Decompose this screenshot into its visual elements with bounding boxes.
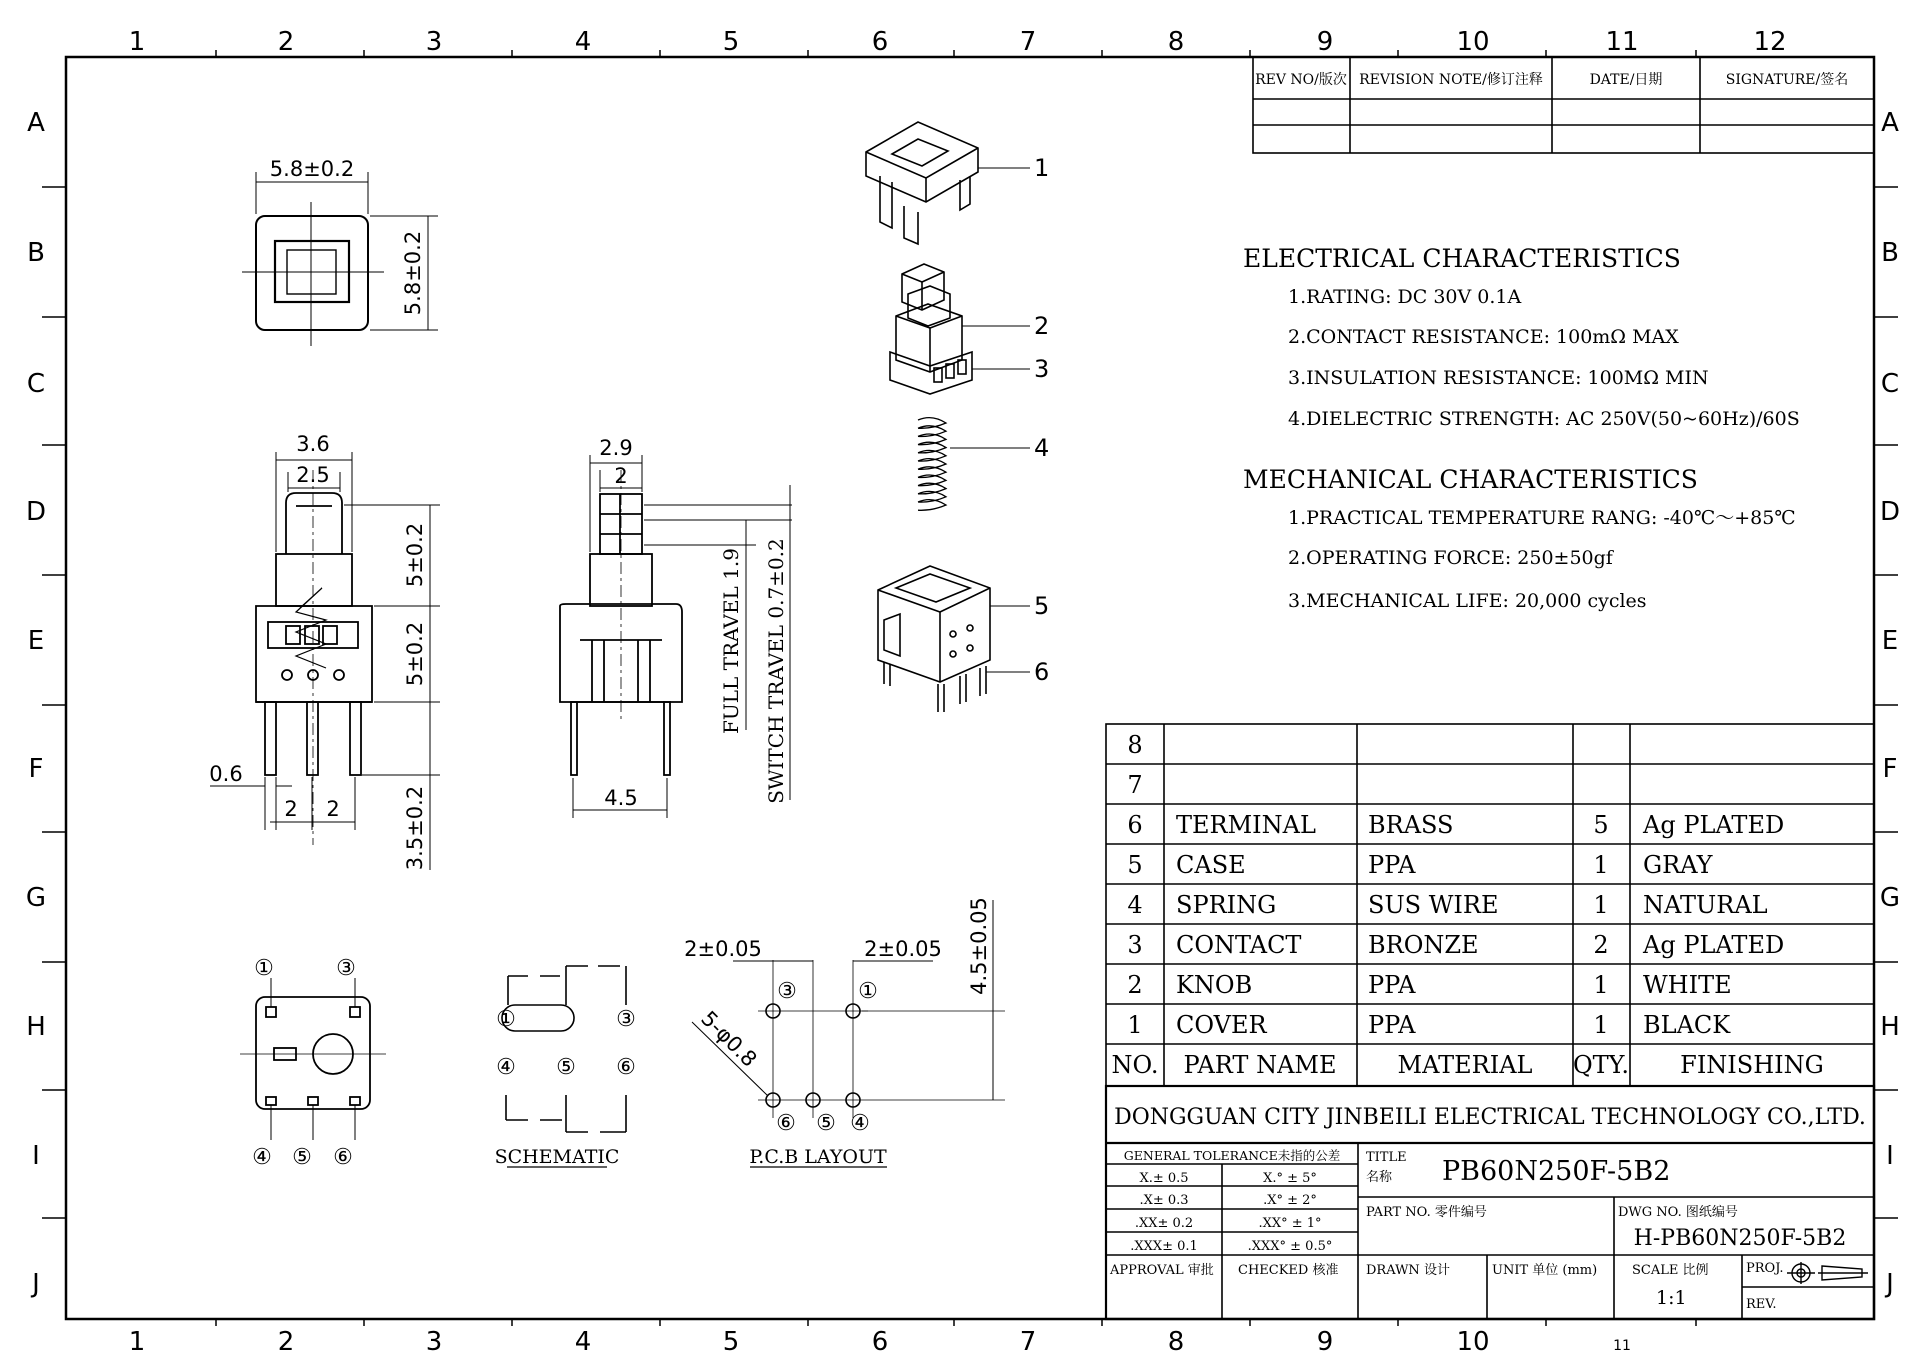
bom-cell-name: KNOB: [1176, 971, 1253, 999]
front-pin-length-dim: 3.5±0.2: [403, 785, 427, 871]
bottom-pin-4: ④: [252, 1145, 272, 1170]
bom-cell-material: PPA: [1368, 851, 1416, 879]
grid-row-label-right: H: [1880, 1012, 1900, 1042]
bom-cell-no: 6: [1127, 811, 1143, 839]
bottom-pin-5: ⑤: [292, 1145, 312, 1170]
bom-cell-material: PPA: [1368, 1011, 1416, 1039]
grid-column-label-bottom: 2: [277, 1327, 295, 1357]
bom-cell-name: COVER: [1176, 1011, 1267, 1039]
bom-cell-qty: 5: [1593, 811, 1609, 839]
bom-header-no: NO.: [1111, 1051, 1159, 1079]
part-no-label: PART NO. 零件编号: [1366, 1205, 1487, 1220]
part-knob: [890, 264, 972, 394]
schematic-pin-4: ④: [496, 1055, 516, 1080]
mechanical-heading: MECHANICAL CHARACTERISTICS: [1243, 465, 1698, 494]
grid-row-label-right: A: [1881, 108, 1899, 138]
electrical-heading: ELECTRICAL CHARACTERISTICS: [1243, 244, 1681, 273]
pcb-height-dim: 4.5±0.05: [967, 897, 991, 995]
bom-cell-name: CONTACT: [1176, 931, 1302, 959]
bom-cell-qty: 1: [1593, 1011, 1609, 1039]
top-height-dim: 5.8±0.2: [401, 230, 425, 316]
grid-column-label-top: 3: [425, 27, 443, 57]
bom-cell-no: 2: [1127, 971, 1143, 999]
bom-cell-finish: NATURAL: [1643, 891, 1768, 919]
bottom-pin-6: ⑥: [333, 1145, 353, 1170]
front-pitch-dim-2: 2: [326, 797, 340, 821]
grid-column-label-bottom: 5: [722, 1327, 740, 1357]
bottom-view-pin-labels: [252, 956, 356, 1170]
bottom-pin-3: ③: [336, 956, 356, 981]
tolerance-angular-2: .XX° ± 1°: [1258, 1216, 1322, 1231]
rev-label: REV.: [1746, 1297, 1777, 1312]
bom-cell-name: TERMINAL: [1176, 811, 1316, 839]
exploded-view: [866, 122, 1030, 712]
switch-travel-dim: SWITCH TRAVEL 0.7±0.2: [764, 538, 788, 804]
bom-cell-no: 5: [1127, 851, 1143, 879]
electrical-item-4: 4.DIELECTRIC STRENGTH: AC 250V(50~60Hz)/60S: [1288, 408, 1800, 430]
part-case: [878, 566, 990, 712]
projection-symbol-icon: [1787, 1262, 1868, 1284]
grid-row-label-right: J: [1886, 1269, 1894, 1299]
mechanical-characteristics: [1243, 465, 1796, 612]
bom-cell-finish: GRAY: [1643, 851, 1713, 879]
schematic-pin-5: ⑤: [556, 1055, 576, 1080]
grid-column-label-bottom: 1: [128, 1327, 146, 1357]
pcb-pin-1: ①: [858, 979, 878, 1004]
pcb-layout-title: P.C.B LAYOUT: [749, 1146, 887, 1168]
bom-header-finishing: FINISHING: [1680, 1051, 1824, 1079]
grid-row-label-right: B: [1881, 238, 1899, 268]
pcb-pin-6: ⑥: [776, 1111, 796, 1136]
bom-cell-finish: Ag PLATED: [1643, 811, 1785, 839]
checked-label: CHECKED 核准: [1238, 1263, 1339, 1278]
drawn-label: DRAWN 设计: [1366, 1263, 1450, 1278]
side-view: [560, 455, 792, 818]
grid-row-label-left: F: [28, 754, 44, 784]
bottom-pin-1: ①: [254, 956, 274, 981]
tolerance-linear-2: .XX± 0.2: [1134, 1216, 1194, 1231]
grid-column-label-bottom: 4: [574, 1327, 592, 1357]
grid-column-label-bottom: 7: [1019, 1327, 1037, 1357]
grid-row-label-right: D: [1879, 497, 1901, 527]
front-pitch-dim-1: 2: [284, 797, 298, 821]
grid-column-label-bottom: 10: [1456, 1327, 1490, 1357]
bom-cell-material: BRONZE: [1368, 931, 1479, 959]
grid-row-label-left: G: [25, 883, 47, 913]
pcb-pin-3: ③: [777, 979, 797, 1004]
exploded-label-5: 5: [1034, 592, 1050, 620]
grid-column-label-bottom: 6: [871, 1327, 889, 1357]
electrical-item-1: 1.RATING: DC 30V 0.1A: [1288, 286, 1522, 308]
proj-label: PROJ.: [1746, 1261, 1784, 1276]
bom-cell-qty: 1: [1593, 851, 1609, 879]
bom-cell-material: PPA: [1368, 971, 1416, 999]
bom-cell-no: 4: [1127, 891, 1143, 919]
front-height-dim-1: 5±0.2: [403, 522, 427, 588]
bom-header-qty: QTY.: [1572, 1051, 1630, 1079]
general-tolerance-label: GENERAL TOLERANCE未指的公差: [1123, 1148, 1341, 1163]
bom-cell-material: SUS WIRE: [1368, 891, 1499, 919]
rev-no-header: REV NO/版次: [1255, 72, 1347, 88]
grid-row-label-right: F: [1882, 754, 1898, 784]
pcb-hole-dim: 5-φ0.8: [696, 1006, 762, 1072]
electrical-item-2: 2.CONTACT RESISTANCE: 100mΩ MAX: [1288, 326, 1679, 348]
electrical-characteristics: [1243, 244, 1800, 430]
pcb-pin-5: ⑤: [816, 1111, 836, 1136]
grid-row-label-left: C: [26, 369, 46, 399]
bom-cell-qty: 1: [1593, 971, 1609, 999]
exploded-label-1: 1: [1034, 154, 1050, 182]
front-width-dim: 3.6: [296, 432, 330, 456]
bom-header: [1112, 1051, 1824, 1079]
grid-column-label-bottom: 8: [1167, 1327, 1185, 1357]
grid-row-label-right: C: [1880, 369, 1900, 399]
grid-row-label-left: B: [27, 238, 45, 268]
unit-label: UNIT 单位 (mm): [1492, 1263, 1598, 1278]
pcb-dim-left: 2±0.05: [684, 937, 762, 961]
tolerance-linear-0: X.± 0.5: [1139, 1171, 1189, 1186]
approval-label: APPROVAL 审批: [1110, 1263, 1214, 1278]
side-width-dim: 2.9: [599, 436, 633, 460]
grid-row-label-left: E: [27, 626, 45, 656]
bom-cell-qty: 2: [1593, 931, 1609, 959]
part-cover: [866, 122, 978, 244]
grid-column-label-bottom: 11: [1613, 1338, 1631, 1354]
signature-header: SIGNATURE/签名: [1725, 72, 1849, 88]
grid-column-label-bottom: 9: [1316, 1327, 1334, 1357]
schematic-title: SCHEMATIC: [494, 1146, 620, 1168]
grid-column-label-top: 7: [1019, 27, 1037, 57]
grid-row-label-left: I: [32, 1141, 40, 1171]
title-label-cn: 名称: [1366, 1170, 1393, 1185]
front-knob-dim: 2.5: [296, 463, 330, 487]
mechanical-item-1: 1.PRACTICAL TEMPERATURE RANG: -40℃～+85℃: [1288, 507, 1796, 529]
side-knob-dim: 2: [614, 464, 628, 488]
mechanical-item-3: 3.MECHANICAL LIFE: 20,000 cycles: [1288, 590, 1647, 612]
grid-row-label-left: J: [32, 1269, 40, 1299]
grid-column-label-top: 8: [1167, 27, 1185, 57]
bom-rows: [1127, 731, 1784, 1039]
exploded-label-3: 3: [1034, 355, 1050, 383]
revision-note-header: REVISION NOTE/修订注释: [1359, 72, 1543, 88]
pcb-dim-right: 2±0.05: [864, 937, 942, 961]
exploded-label-6: 6: [1034, 658, 1050, 686]
bom-cell-no: 3: [1127, 931, 1143, 959]
grid-column-label-top: 5: [722, 27, 740, 57]
bom-cell-finish: Ag PLATED: [1643, 931, 1785, 959]
scale-label: SCALE 比例: [1632, 1263, 1709, 1278]
full-travel-dim: FULL TRAVEL 1.9: [719, 548, 743, 734]
grid-row-label-right: G: [1879, 883, 1901, 913]
date-header: DATE/日期: [1589, 72, 1663, 88]
schematic-pin-1: ①: [496, 1007, 516, 1032]
grid-column-label-top: 1: [128, 27, 146, 57]
exploded-labels: [1034, 154, 1049, 686]
grid-row-label-right: I: [1886, 1141, 1894, 1171]
bom-cell-material: BRASS: [1368, 811, 1454, 839]
grid-column-label-top: 4: [574, 27, 592, 57]
bom-cell-no: 7: [1127, 771, 1143, 799]
grid-row-label-left: H: [26, 1012, 46, 1042]
side-pin-span-dim: 4.5: [604, 786, 638, 810]
grid-column-label-top: 10: [1456, 27, 1490, 57]
bottom-view: [240, 978, 386, 1140]
grid-column-label-top: 11: [1605, 27, 1639, 57]
grid-column-label-top: 9: [1316, 27, 1334, 57]
front-pin-width-dim: 0.6: [209, 762, 243, 786]
schematic-pin-6: ⑥: [616, 1055, 636, 1080]
exploded-label-4: 4: [1034, 434, 1050, 462]
mechanical-item-2: 2.OPERATING FORCE: 250±50gf: [1288, 547, 1613, 569]
exploded-label-2: 2: [1034, 312, 1050, 340]
dwg-no-label: DWG NO. 图纸编号: [1618, 1205, 1738, 1220]
tolerance-angular-3: .XXX° ± 0.5°: [1247, 1239, 1333, 1254]
bom-header-material: MATERIAL: [1397, 1051, 1533, 1079]
dwg-no-value: H-PB60N250F-5B2: [1633, 1226, 1847, 1251]
title-label: TITLE: [1366, 1150, 1407, 1165]
grid-column-label-bottom: 3: [425, 1327, 443, 1357]
tolerance-linear-3: .XXX± 0.1: [1130, 1239, 1198, 1254]
scale-value: 1:1: [1656, 1287, 1687, 1309]
bom-cell-qty: 1: [1593, 891, 1609, 919]
part-spring: [918, 418, 946, 511]
bom-cell-name: SPRING: [1176, 891, 1277, 919]
tolerance-angular-0: X.° ± 5°: [1263, 1171, 1317, 1186]
grid-row-label-right: E: [1881, 626, 1899, 656]
front-height-dim-2: 5±0.2: [403, 621, 427, 687]
tolerance-angular-1: .X° ± 2°: [1263, 1193, 1317, 1208]
bom-cell-name: CASE: [1176, 851, 1246, 879]
drawing-title: PB60N250F-5B2: [1442, 1156, 1671, 1187]
tolerance-linear-1: .X± 0.3: [1139, 1193, 1189, 1208]
pcb-pin-4: ④: [850, 1111, 870, 1136]
bom-cell-no: 8: [1127, 731, 1143, 759]
grid-column-label-top: 12: [1753, 27, 1787, 57]
bom-cell-no: 1: [1127, 1011, 1143, 1039]
grid-row-label-left: D: [25, 497, 47, 527]
bom-header-name: PART NAME: [1183, 1051, 1337, 1079]
electrical-item-3: 3.INSULATION RESISTANCE: 100MΩ MIN: [1288, 367, 1709, 389]
pcb-labels: [684, 897, 991, 1168]
company-name: DONGGUAN CITY JINBEILI ELECTRICAL TECHNOLOGY CO.,LTD.: [1114, 1105, 1866, 1130]
schematic-pin-3: ③: [616, 1007, 636, 1032]
grid-row-label-left: A: [27, 108, 45, 138]
top-width-dim: 5.8±0.2: [269, 157, 355, 181]
grid-column-label-top: 6: [871, 27, 889, 57]
bom-cell-finish: BLACK: [1643, 1011, 1731, 1039]
grid-column-label-top: 2: [277, 27, 295, 57]
bom-cell-finish: WHITE: [1643, 971, 1732, 999]
